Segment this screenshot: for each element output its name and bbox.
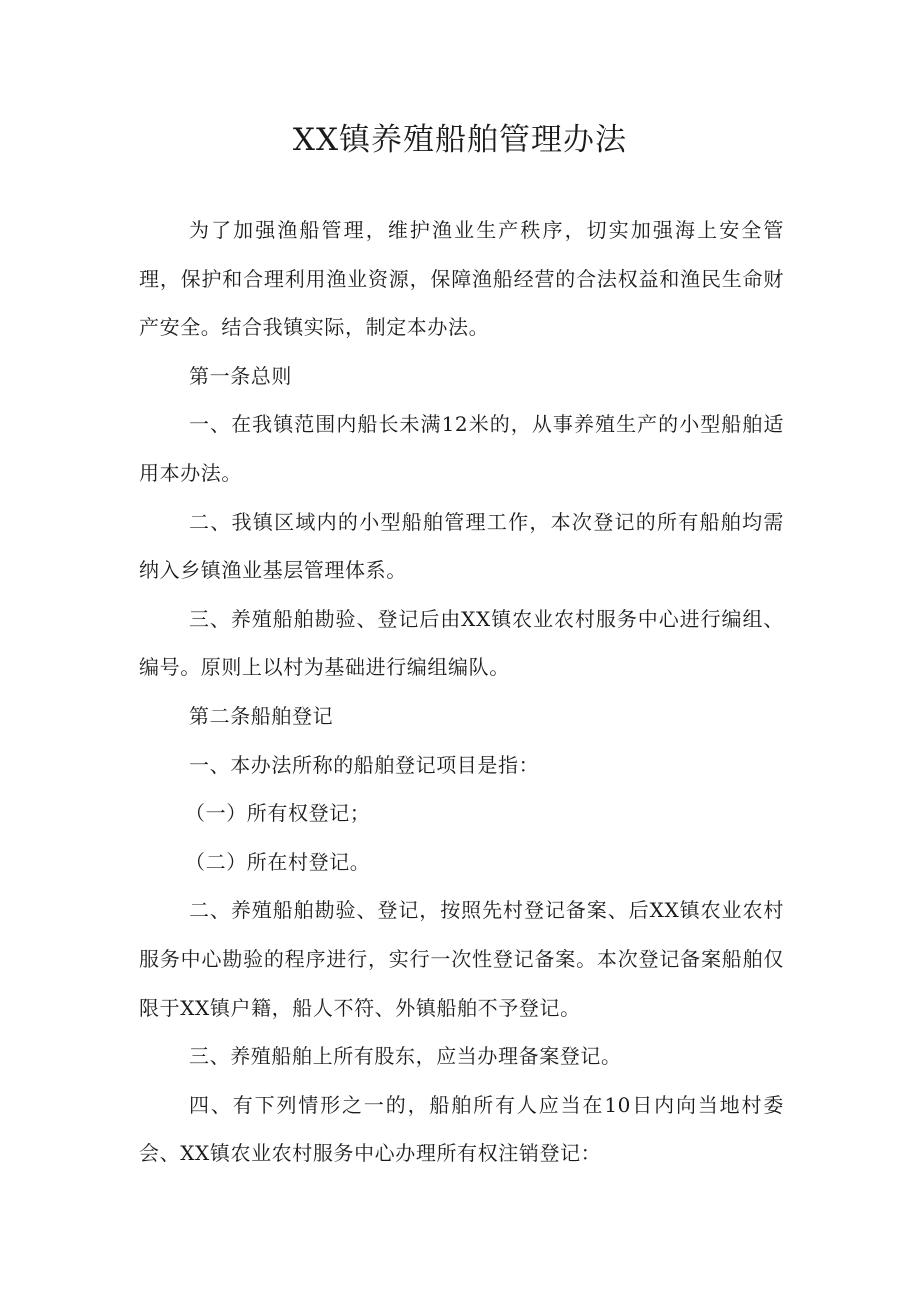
paragraph-article-2-subitem-2: （二）所在村登记。 [185,849,371,874]
paragraph-article-2-item-1: 一、本办法所称的船舶登记项目是指： [189,752,540,777]
paragraph-article-2-item-2: 二、养殖船舶勘验、登记，按照先村登记备案、后XX镇农业农村服务中心勘验的程序进行，实行一次性登记备案。本次登记备案船舶仅限于XX镇户籍，船人不符、外镇船舶不予登记。 [139,898,784,1020]
paragraph-article-1-item-1: 一、在我镇范围内船长未满12米的，从事养殖生产的小型船舶适用本办法。 [139,412,784,485]
document-body [139,206,784,1178]
paragraph-preamble: 为了加强渔船管理，维护渔业生产秩序，切实加强海上安全管理，保护和合理利用渔业资源，保障渔船经营的合法权益和渔民生命财产安全。结合我镇实际，制定本办法。 [139,218,784,340]
heading-article-2: 第二条船舶登记 [189,703,334,728]
paragraph-article-1-item-2: 二、我镇区域内的小型船舶管理工作，本次登记的所有船舶均需纳入乡镇渔业基层管理体系。 [139,509,784,583]
document-title: XX镇养殖船舶管理办法 [292,122,628,158]
paragraph-article-1-item-3: 三、养殖船舶勘验、登记后由XX镇农业农村服务中心进行编组、编号。原则上以村为基础进行编组编队。 [139,606,784,680]
paragraph-article-2-subitem-1: （一）所有权登记； [185,801,371,826]
paragraph-article-2-item-3: 三、养殖船舶上所有股东，应当办理备案登记。 [189,1044,622,1069]
heading-article-1: 第一条总则 [189,363,292,388]
paragraph-article-2-item-4: 四、有下列情形之一的，船舶所有人应当在10日内向当地村委会、XX镇农业农村服务中心办理所有权注销登记： [139,1092,784,1166]
